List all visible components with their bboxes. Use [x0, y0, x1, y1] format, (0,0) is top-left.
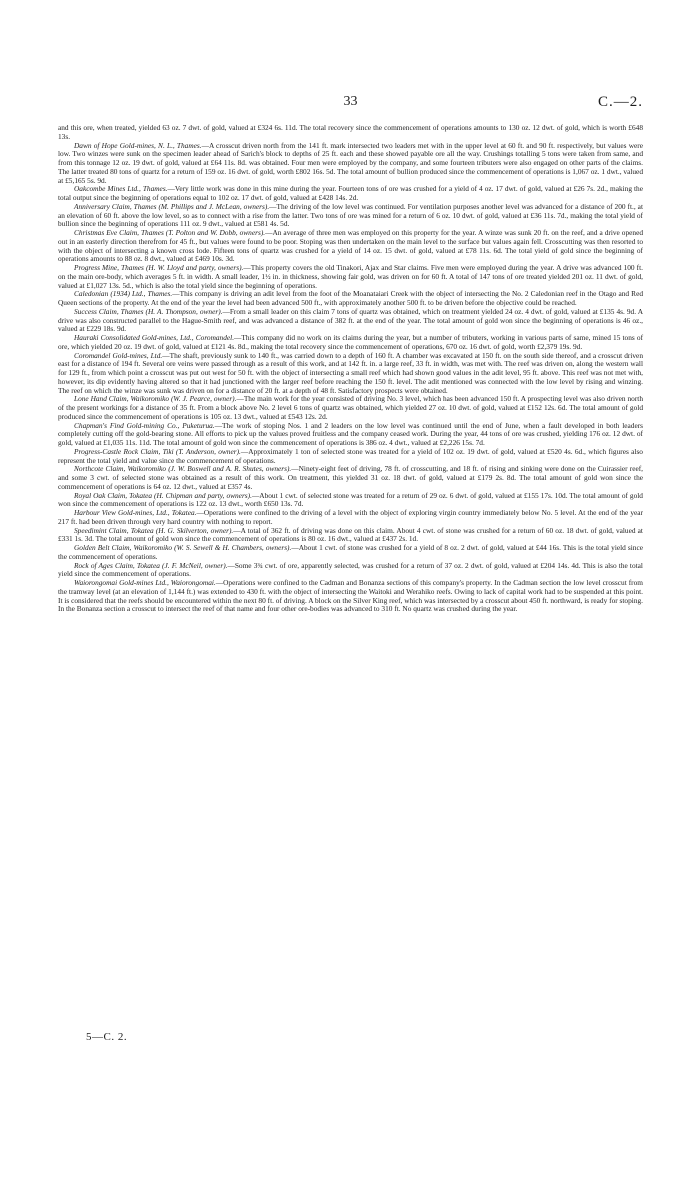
claim-title: Coromandel Gold-mines, Ltd.: [74, 350, 163, 360]
claim-title: Royal Oak Claim, Tokatea (H. Chipman and party, owners).: [74, 490, 252, 500]
claim-title: Northcote Claim, Waikoromiko (J. W. Boswell and A. R. Shutes, owners).: [74, 464, 292, 474]
page-header: [58, 94, 643, 112]
report-paragraph: [58, 448, 643, 466]
report-paragraph: [58, 290, 643, 308]
paragraph-text: —About 1 cwt. of stone was crushed for a yield of 8 oz. 2 dwt. of gold, valued at £44 16s. This is the total yield since the commencement of operations.: [58, 543, 643, 561]
paragraph-text: —Some 3¾ cwt. of ore, apparently selected, was crushed for a return of 37 oz. 2 dwt. of gold, valued at £204 14s. 4d. This is also the total yield since the commencement of operations.: [58, 560, 643, 579]
paragraph-text: —Very little work was done in this mine during the year. Fourteen tons of ore was crushed for a yield of 4 oz. 17 dwt. of gold, valued at £26 7s. 2d., making the total output since the beginning of operations equal to 102 oz. 17 dwt. of gold, valued at £428 14s. 2d.: [58, 184, 643, 202]
paragraph-text: —Ninety-eight feet of driving, 78 ft. of crosscutting, and 18 ft. of rising and sinking were done on the Cuirassier reef, and some 3 cwt. of selected stone was obtained as a result of this work. On treatment, this yielded 31 oz. 18 dwt. of gold, valued at £179 2s. 8d. The total amount of gold won since the commencement of operations is 64 oz. 12 dwt., valued at £357 4s.: [58, 464, 644, 491]
claim-title: Golden Belt Claim, Waikoromiko (W. S. Sewell & H. Chambers, owners).: [74, 543, 292, 552]
report-body: [58, 124, 643, 614]
claim-title: Speedimint Claim, Tokatea (H. G. Skilverton, owner).: [74, 525, 234, 535]
paragraph-text: —The work of stoping Nos. 1 and 2 leaders on the low level was continued until the end of June, when a fault developed in both leaders completely cutting off the gold-bearing stone. All efforts to pick up the values proved fruitless and the company ceased work. During the year, 44 tons of ore was crushed, yielding 176 oz. 12 dwt. of gold, valued at £1,035 11s. 11d. The total amount of gold won since the commencement of operations is 386 oz. 4 dwt., valued at £2,226 15s. 7d.: [58, 420, 644, 447]
report-paragraph: [58, 308, 643, 334]
claim-title: Lone Hand Claim, Waikoromiko (W. J. Pearce, owner).: [74, 394, 237, 404]
claim-title: Harbour View Gold-mines, Ltd., Tokatea.: [74, 508, 197, 517]
paragraph-text: —This property covers the old Tinakori, Ajax and Star claims. Five men were employed during the year. A drive was advanced 100 ft. on the main ore-body, which averages 5 ft. in width. A small leader, 1½ in. in thickness, showing fair gold, was driven on for 60 ft. A total of 147 tons of ore treated yielded 201 oz. 11 dwt. of gold, valued at £1,027 13s. 5d., which is also the total yield since the beginning of operations.: [58, 263, 644, 290]
paragraph-text: —Approximately 1 ton of selected stone was treated for a yield of 102 oz. 19 dwt. of gold, valued at £520 4s. 6d., which figures also represent the total yield and value since the commencement of operations.: [58, 446, 643, 465]
report-paragraph: [58, 395, 643, 421]
claim-title: Caledonian (1934) Ltd., Thames.: [74, 289, 173, 299]
report-paragraph: [58, 352, 643, 396]
report-paragraph: [58, 185, 643, 203]
claim-title: Hauraki Consolidated Gold-mines, Ltd., Coromandel.: [74, 333, 235, 342]
report-paragraph: [58, 124, 643, 142]
report-paragraph: [58, 264, 643, 290]
claim-title: Progress-Castle Rock Claim, Tiki (T. Anderson, owner).: [74, 446, 241, 456]
paragraph-text: —Operations were confined to the driving of a level with the object of exploring virgin country immediately below No. 5 level. At the end of the year 217 ft. had been driven through very hard country with nothing to report.: [58, 508, 643, 526]
report-paragraph: [58, 142, 643, 186]
paragraph-text: —A total of 362 ft. of driving was done on this claim. About 4 cwt. of stone was crushed for a return of 60 oz. 18 dwt. of gold, valued at £331 1s. 3d. The total amount of gold won since the commencement of operations is 80 oz. 16 dwt., valued at £437 2s. 1d.: [58, 525, 643, 544]
signature-mark: 5—C. 2.: [86, 1031, 128, 1043]
paragraph-text: —About 1 cwt. of selected stone was treated for a return of 29 oz. 6 dwt. of gold, valued at £155 17s. 10d. The total amount of gold won since the commencement of operations is 122 oz. 13 dwt., worth £650 13s. 7d.: [58, 490, 643, 509]
report-paragraph: [58, 509, 643, 527]
report-paragraph: [58, 334, 643, 352]
paragraph-text: and this ore, when treated, yielded 63 oz. 7 dwt. of gold, valued at £324 6s. 11d. The total recovery since the commencement of operations amounts to 130 oz. 12 dwt. of gold, which is worth £648 13s.: [58, 123, 643, 141]
report-paragraph: [58, 492, 643, 510]
paragraph-text: —The main work for the year consisted of driving No. 3 level, which has been advanced 150 ft. A prospecting level was also driven north of the present workings for a distance of 35 ft. From a block above No. 2 level 6 tons of quartz was obtained, which yielded 27 oz. 10 dwt. of gold, valued at £152 12s. 6d. The total amount of gold produced since the commencement of operations is 105 oz. 13 dwt., valued at £543 12s. 2d.: [58, 394, 643, 421]
report-paragraph: [58, 527, 643, 545]
report-paragraph: [58, 579, 643, 614]
claim-title: Chapman's Find Gold-mining Co., Puketurua.: [74, 420, 215, 430]
claim-title: Dawn of Hope Gold-mines, N. L., Thames.: [74, 140, 202, 150]
claim-title: Oakcombe Mines Ltd., Thames.: [74, 184, 168, 194]
claim-title: Success Claim, Thames (H. A. Thompson, owner).: [74, 306, 223, 316]
paragraph-text: —An average of three men was employed on this property for the year. A winze was sunk 20 ft. on the reef, and a drive opened out in an easterly direction therefrom for 45 ft., but values were found to be poor. Stoping was then undertaken on the main level to the surface but values again fell. Crosscutting was then resorted to with the object of intersecting a known cross lode. Fifteen tons of quartz was crushed for a yield of 14 oz. 15 dwt. of gold, valued at £78 11s. 6d. The total yield of gold since the beginning of operations amounts to 88 oz. 8 dwt., valued at £469 10s. 3d.: [58, 228, 643, 264]
paragraph-text: —Operations were confined to the Cadman and Bonanza sections of this company's property. In the Cadman section the low level crosscut from the tramway level (at an elevation of 1,144 ft.) was extended to 430 ft. with the object of intersecting the Waitoki and Werahiko reefs. Owing to lack of capital work had to be suspended at this point. It is considered that the reefs should be encountered within the next 80 ft. of driving. A block on the Silver King reef, which was intersected by a crosscut about 450 ft. northward, is ready for stoping. In the Bonanza section a crosscut to intersect the reef of that name and four other ore-bodies was advanced to 310 ft. No quartz was crushed during the year.: [58, 578, 643, 614]
report-paragraph: [58, 422, 643, 448]
paragraph-text: —The shaft, previously sunk to 140 ft., was carried down to a depth of 160 ft. A chamber was excavated at 150 ft. on the south side thereof, and a crosscut driven east for a distance of 194 ft. Several ore veins were passed through as a result of this work, and at 142 ft. in. a large reef, 33 ft. in width, was met with. The reef was driven on, along the western wall for 129 ft., from which point a crosscut was put out west for 50 ft. with the object of intersecting a small reef which had shown good values in the adit level, 95 ft. above. This reef was not met with, however, its dip evidently having altered so that it had junctioned with the larger reef before reaching the 150 ft. level. The adit mentioned was connected with the low level by rising and winzing. The reef on which the winze was sunk was driven on for a distance of 20 ft. at a depth of 48 ft. Satisfactory prospects were obtained.: [58, 350, 643, 395]
paragraph-text: —A crosscut driven north from the 141 ft. mark intersected two leaders met with in the upper level at 60 ft. and 90 ft. respectively, but values were low. Two winzes were sunk on the specimen leader ahead of Sarich's block to depths of 25 ft. each and these showed payable ore all the way. Crushings totalling 5 tons were taken from same, and from this tonnage 12 oz. 19 dwt. of gold, valued at £64 11s. 8d. was obtained. Four men were employed by the company, and some fourteen tributers were also engaged on other parts of the claims. The latter treated 80 tons of quartz for a return of 159 oz. 16 dwt. of gold, worth £802 16s. 5d. The total amount of bullion produced since the commencement of operations is 1,067 oz. 1 dwt., valued at £5,165 5s. 9d.: [58, 140, 643, 185]
report-paragraph: [58, 544, 643, 562]
paragraph-text: —This company did no work on its claims during the year, but a number of tributers, working in various parts of same, mined 15 tons of ore, which yielded 20 oz. 19 dwt. of gold, valued at £121 4s. 8d., making the total recovery since the commencement of operations, 670 oz. 16 dwt. of gold, worth £2,379 19s. 9d.: [58, 333, 644, 351]
claim-title: Anniversary Claim, Thames (M. Phillips and J. McLean, owners).: [74, 201, 270, 211]
report-paragraph: [58, 562, 643, 580]
report-paragraph: [58, 203, 643, 229]
claim-title: Christmas Eve Claim, Thames (T. Polton and W. Dobb, owners).: [74, 228, 266, 237]
claim-title: Progress Mine, Thames (H. W. Lloyd and party, owners).: [74, 263, 244, 272]
claim-title: Rock of Ages Claim, Tokatea (J. F. McNeil, owner).: [74, 560, 228, 570]
paragraph-text: —The driving of the low level was continued. For ventilation purposes another level was advanced for a distance of 200 ft., at an elevation of 60 ft. above the low level, so as to connect with a rise from the latter. Two tons of ore was mined for a return of 6 oz. 10 dwt. of gold, valued at £36 11s. 7d., making the total yield of bullion since the beginning of operations 111 oz. 9 dwt., valued at £581 4s. 5d.: [58, 201, 643, 229]
report-code: C.—2.: [597, 94, 643, 110]
page-number: 33: [343, 94, 358, 109]
report-paragraph: [58, 465, 643, 491]
paragraph-text: —From a small leader on this claim 7 tons of quartz was obtained, which on treatment yielded 24 oz. 4 dwt. of gold, valued at £135 4s. 9d. A drive was also constructed parallel to the Hague-Smith reef, and was advanced a distance of 382 ft. at the end of the year. The total amount of gold won since the beginning of operations is 46 oz., valued at £229 18s. 9d.: [58, 306, 643, 334]
paragraph-text: —This company is driving an adit level from the foot of the Moanataiari Creek with the object of intersecting the No. 2 Caledonian reef in the Otago and Red Queen sections of the property. At the end of the year the level had been advanced 500 ft., with approximately another 500 ft. to be driven before the objective could be reached.: [58, 289, 644, 307]
claim-title: Waiorongomai Gold-mines Ltd., Waiorongomai.: [74, 578, 216, 587]
report-paragraph: [58, 229, 643, 264]
